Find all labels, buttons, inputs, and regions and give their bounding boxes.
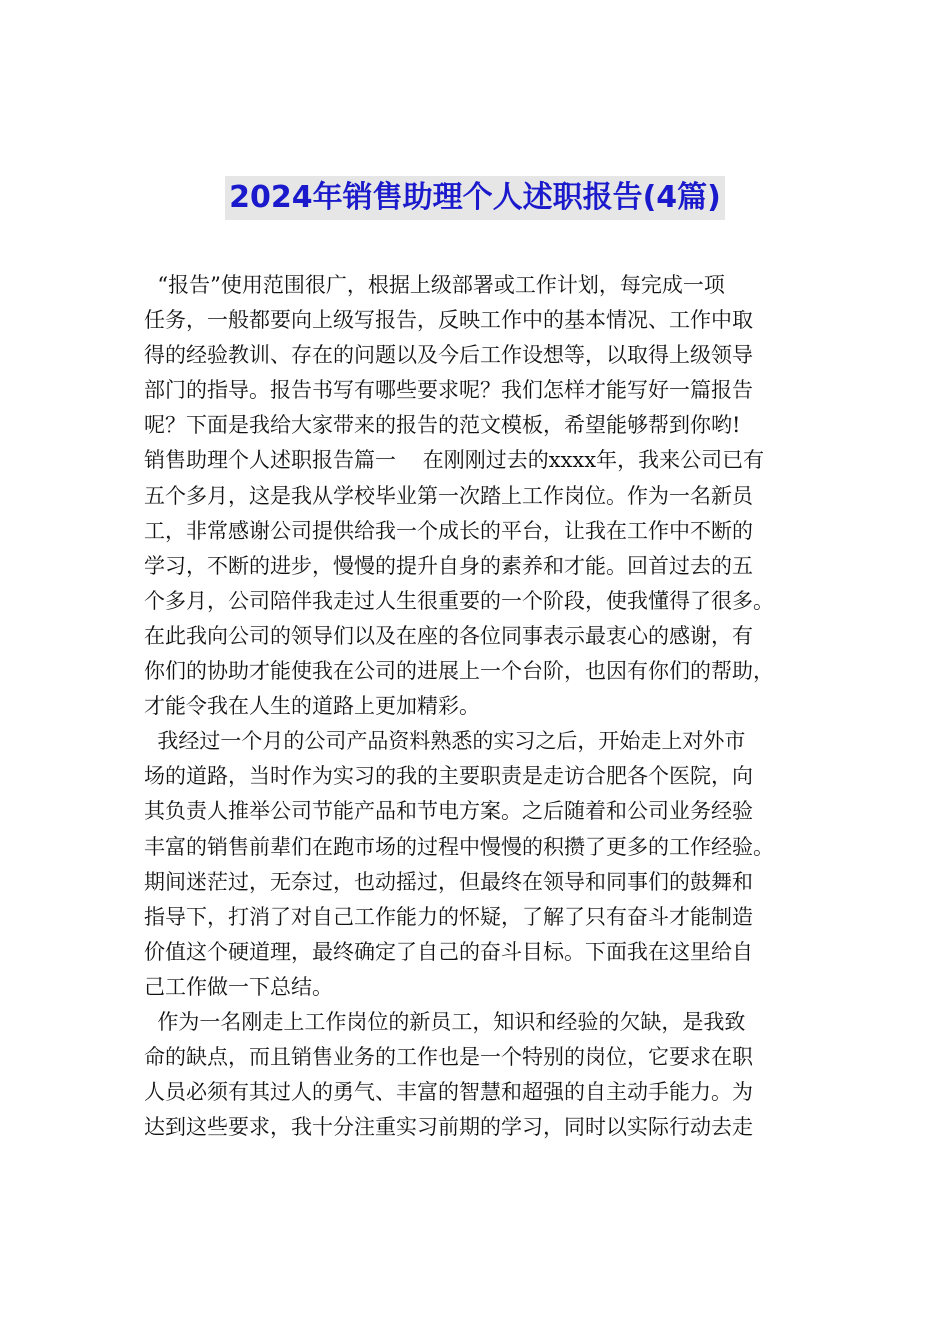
body-line: 呢？下面是我给大家带来的报告的范文模板，希望能够帮到你哟!	[144, 413, 741, 438]
body-line: 得的经验教训、存在的问题以及今后工作设想等，以取得上级领导	[144, 343, 753, 368]
body-line: 工，非常感谢公司提供给我一个成长的平台，让我在工作中不断的	[144, 518, 753, 543]
body-line: 销售助理个人述职报告篇一 在刚刚过去的xxxx年，我来公司已有	[144, 448, 765, 473]
body-line: 命的缺点，而且销售业务的工作也是一个特别的岗位，它要求在职	[144, 1045, 753, 1070]
body-line: “报告”使用范围很广，根据上级部署或工作计划，每完成一项	[144, 273, 725, 297]
body-line: 达到这些要求，我十分注重实习前期的学习，同时以实际行动去走	[144, 1115, 753, 1140]
body-line: 丰富的销售前辈们在跑市场的过程中慢慢的积攒了更多的工作经验。	[144, 834, 774, 859]
document-title: 2024年销售助理个人述职报告(4篇)	[225, 176, 725, 220]
body-line: 我经过一个月的公司产品资料熟悉的实习之后，开始走上对外市	[144, 729, 746, 754]
body-line: 任务，一般都要向上级写报告，反映工作中的基本情况、工作中取	[144, 308, 753, 333]
body-line: 价值这个硬道理，最终确定了自己的奋斗目标。下面我在这里给自	[144, 939, 753, 964]
body-line: 指导下，打消了对自己工作能力的怀疑，了解了只有奋斗才能制造	[144, 904, 753, 929]
body-line: 作为一名刚走上工作岗位的新员工，知识和经验的欠缺，是我致	[144, 1009, 746, 1034]
body-line: 学习，不断的进步，慢慢的提升自身的素养和才能。回首过去的五	[144, 553, 753, 578]
body-line: 五个多月，这是我从学校毕业第一次踏上工作岗位。作为一名新员	[144, 483, 753, 508]
body-line: 才能令我在人生的道路上更加精彩。	[144, 694, 480, 719]
body-line: 己工作做一下总结。	[144, 974, 333, 999]
title-block	[0, 176, 950, 220]
body-line: 期间迷茫过，无奈过，也动摇过，但最终在领导和同事们的鼓舞和	[144, 869, 753, 894]
body-line: 在此我向公司的领导们以及在座的各位同事表示最衷心的感谢，有	[144, 623, 753, 648]
body-line: 你们的协助才能使我在公司的进展上一个台阶，也因有你们的帮助，	[144, 659, 774, 684]
body-line: 部门的指导。报告书写有哪些要求呢？我们怎样才能写好一篇报告	[144, 378, 753, 403]
body-line: 场的道路，当时作为实习的我的主要职责是走访合肥各个医院，向	[144, 764, 753, 789]
body-line: 其负责人推举公司节能产品和节电方案。之后随着和公司业务经验	[144, 799, 753, 824]
body-line: 人员必须有其过人的勇气、丰富的智慧和超强的自主动手能力。为	[144, 1080, 753, 1105]
body-line: 个多月，公司陪伴我走过人生很重要的一个阶段，使我懂得了很多。	[144, 588, 774, 613]
document-body	[144, 268, 824, 1145]
